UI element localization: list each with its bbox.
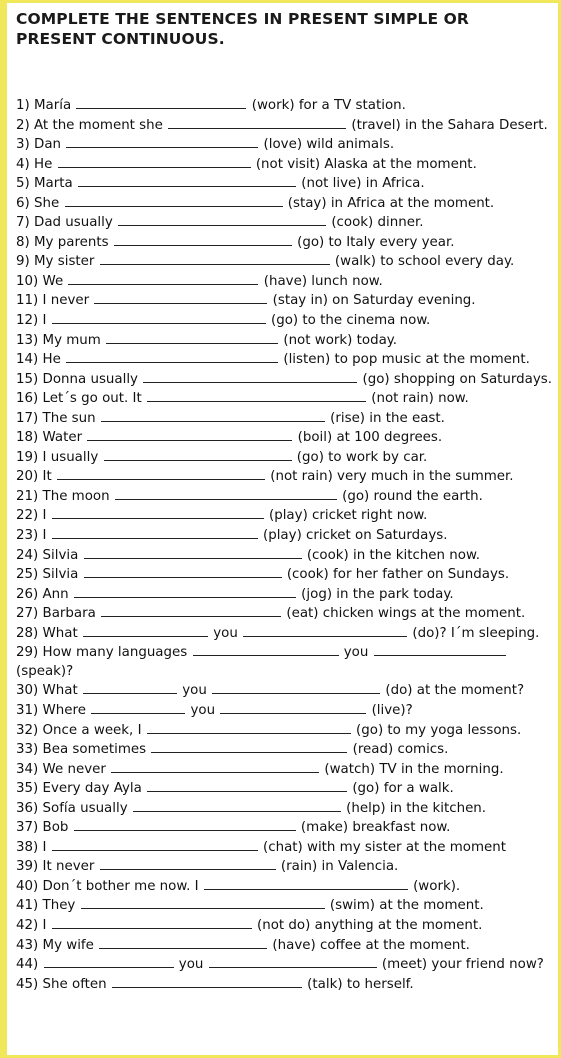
exercise-text: you [186,702,220,718]
answer-blank[interactable] [104,448,292,461]
exercise-number: 44) [16,957,39,973]
verb-hint: (work). [408,878,461,894]
verb-hint: (stay in) on Saturday evening. [268,293,476,309]
exercise-prompt: Where [38,702,91,718]
answer-blank[interactable] [147,389,366,402]
answer-blank[interactable] [52,838,258,851]
answer-blank[interactable] [68,272,258,285]
exercise-item [16,389,561,409]
exercise-prompt: I usually [38,449,103,465]
exercise-number: 17) [16,410,39,426]
exercise-item [16,428,561,448]
exercise-prompt: We [38,273,68,289]
exercise-prompt: It [38,469,56,485]
answer-blank[interactable] [168,116,346,129]
exercise-item [16,233,561,253]
exercise-prompt: What [38,625,82,641]
exercise-number: 29) [16,645,39,661]
exercise-item [16,174,561,194]
worksheet-title [16,9,556,49]
verb-hint: (read) comics. [348,742,449,758]
exercise-number: 1) [16,98,30,113]
exercise-number: 43) [16,937,39,953]
exercise-item [16,467,561,487]
exercise-item [16,194,561,214]
exercise-prompt: My wife [38,937,99,953]
exercise-number: 13) [16,332,39,348]
answer-blank[interactable] [81,896,325,909]
exercise-number: 22) [16,508,39,524]
exercise-item [16,155,561,175]
exercise-number: 8) [16,234,30,250]
verb-hint: (stay) in Africa at the moment. [283,195,495,211]
exercise-prompt: Bob [38,820,73,836]
exercise-number: 45) [16,976,39,992]
answer-blank[interactable] [193,643,339,656]
answer-blank[interactable] [209,955,377,968]
exercise-prompt: Dad usually [29,215,118,231]
exercise-number: 32) [16,722,39,738]
exercise-item [16,272,561,292]
exercise-prompt: It never [38,859,99,875]
exercise-number: 21) [16,488,39,504]
exercise-item [16,506,561,526]
exercise-number: 37) [16,820,39,836]
exercise-number: 6) [16,195,30,211]
exercise-item [16,546,561,566]
exercise-prompt [38,957,42,972]
verb-hint: (do)? I´m sleeping. [408,625,540,641]
exercise-prompt: I [38,917,51,933]
exercise-number: 31) [16,702,39,718]
exercise-number: 19) [16,449,39,465]
exercise-prompt: María [29,98,76,113]
exercise-number: 16) [16,391,39,407]
exercise-prompt: Ann [38,586,73,602]
exercise-number: 10) [16,273,39,289]
exercise-number: 24) [16,547,39,563]
exercise-prompt: Silvia [38,547,83,563]
exercise-prompt: Marta [29,176,77,192]
answer-blank[interactable] [100,857,276,870]
exercise-prompt: Don´t bother me now. I [38,878,203,894]
exercise-item [16,116,561,136]
exercise-number: 35) [16,781,39,797]
answer-blank[interactable] [91,701,185,714]
exercise-number: 15) [16,371,39,387]
exercise-prompt: How many languages [38,645,192,661]
exercise-item [16,526,561,546]
exercise-number: 25) [16,567,39,583]
verb-hint: (eat) chicken wings at the moment. [282,606,526,622]
answer-blank[interactable] [101,604,281,617]
exercise-prompt: Dan [29,137,66,153]
verb-hint: (not visit) Alaska at the moment. [251,156,477,172]
verb-hint: (go) shopping on Saturdays. [358,371,553,387]
answer-blank[interactable] [100,252,330,265]
exercise-number: 4) [16,156,30,172]
exercise-number: 33) [16,742,39,758]
answer-blank[interactable] [118,213,326,226]
verb-hint: (go) to the cinema now. [266,313,431,329]
exercise-prompt: They [38,898,80,914]
exercise-prompt: He [38,352,66,368]
exercise-item [16,448,561,468]
verb-hint: (meet) your friend now? [377,957,544,973]
exercise-list [16,96,561,994]
verb-hint: (cook) for her father on Sundays. [282,567,510,583]
answer-blank[interactable] [101,409,325,422]
answer-blank[interactable] [106,331,278,344]
exercise-item [16,135,561,155]
answer-blank[interactable] [52,526,258,539]
answer-blank[interactable] [52,311,266,324]
verb-hint: (not work) today. [279,332,398,348]
exercise-prompt: I [38,313,51,329]
exercise-text: you [177,683,212,699]
exercise-prompt: I never [38,293,94,309]
answer-blank[interactable] [133,799,341,812]
exercise-item [16,643,561,681]
exercise-item [16,877,561,897]
exercise-number: 34) [16,761,39,777]
exercise-text: you [208,625,243,641]
answer-blank[interactable] [143,370,357,383]
verb-hint: (not live) in Africa. [296,176,425,192]
answer-blank[interactable] [78,174,296,187]
answer-blank[interactable] [204,877,408,890]
verb-hint: (play) cricket on Saturdays. [258,528,448,544]
verb-hint: (work) for a TV station. [247,98,406,113]
exercise-prompt: I [38,528,51,544]
exercise-item [16,799,561,819]
answer-blank[interactable] [115,487,337,500]
verb-hint: (go) round the earth. [337,488,483,504]
exercise-number: 20) [16,469,39,485]
exercise-number: 2) [16,117,30,133]
exercise-number: 11) [16,293,39,309]
exercise-item [16,409,561,429]
exercise-item [16,370,561,390]
exercise-item [16,896,561,916]
exercise-item [16,565,561,585]
answer-blank[interactable] [94,291,267,304]
exercise-prompt: I [38,839,51,855]
verb-hint: (rise) in the east. [325,410,445,426]
verb-hint: (go) to Italy every year. [292,234,455,250]
exercise-number: 40) [16,878,39,894]
exercise-number: 26) [16,586,39,602]
exercise-prompt: Let´s go out. It [38,391,147,407]
verb-hint: (make) breakfast now. [296,820,451,836]
exercise-prompt: He [29,156,57,172]
exercise-item [16,701,561,721]
verb-hint: (listen) to pop music at the moment. [279,352,530,368]
answer-blank[interactable] [243,624,407,637]
exercise-prompt: Donna usually [38,371,143,387]
answer-blank[interactable] [66,135,258,148]
exercise-item [16,311,561,331]
exercise-prompt: At the moment she [29,117,168,133]
exercise-item [16,213,561,233]
exercise-item [16,96,561,116]
exercise-prompt: My sister [29,254,99,270]
answer-blank[interactable] [147,721,351,734]
exercise-item [16,604,561,624]
answer-blank[interactable] [65,194,283,207]
verb-hint: (travel) in the Sahara Desert. [347,117,548,133]
exercise-item [16,585,561,605]
verb-hint: (talk) to herself. [302,976,414,992]
exercise-prompt: Water [38,430,87,446]
exercise-prompt: She [29,195,64,211]
exercise-item [16,838,561,858]
exercise-prompt: I [38,508,51,524]
answer-blank[interactable] [44,955,174,968]
exercise-prompt: Silvia [38,567,83,583]
exercise-number: 9) [16,254,30,270]
exercise-item [16,681,561,701]
verb-hint: (not do) anything at the moment. [252,917,483,933]
verb-hint: (love) wild animals. [259,137,395,153]
exercise-item [16,721,561,741]
exercise-item [16,818,561,838]
exercise-prompt: Barbara [38,606,101,622]
exercise-item [16,487,561,507]
answer-blank[interactable] [52,916,252,929]
verb-hint: (have) lunch now. [259,273,383,289]
exercise-item [16,916,561,936]
verb-hint: (chat) with my sister at the moment [258,839,507,855]
exercise-number: 36) [16,800,39,816]
exercise-prompt: My parents [29,234,113,250]
exercise-number: 14) [16,352,39,368]
exercise-prompt: The sun [38,410,100,426]
answer-blank[interactable] [147,779,347,792]
exercise-text: you [339,645,373,661]
exercise-text: you [174,957,208,973]
exercise-number: 28) [16,625,39,641]
exercise-item [16,740,561,760]
verb-hint: (go) to my yoga lessons. [351,722,522,738]
verb-hint: (not rain) very much in the summer. [265,469,514,485]
exercise-item [16,975,561,995]
answer-blank[interactable] [58,155,251,168]
answer-blank[interactable] [83,624,208,637]
answer-blank[interactable] [212,681,380,694]
exercise-number: 18) [16,430,39,446]
exercise-item [16,955,561,975]
verb-hint: (watch) TV in the morning. [320,761,504,777]
exercise-number: 7) [16,215,30,231]
answer-blank[interactable] [220,701,366,714]
exercise-prompt: The moon [38,488,114,504]
exercise-number: 27) [16,606,39,622]
exercise-item [16,331,561,351]
exercise-item [16,760,561,780]
exercise-item [16,350,561,370]
answer-blank[interactable] [112,975,302,988]
answer-blank[interactable] [76,96,246,109]
exercise-number: 30) [16,683,39,699]
answer-blank[interactable] [52,506,264,519]
exercise-item [16,624,561,644]
answer-blank[interactable] [84,546,302,559]
exercise-prompt: Once a week, I [38,722,146,738]
answer-blank[interactable] [57,467,265,480]
answer-blank[interactable] [84,565,282,578]
exercise-prompt: We never [38,761,111,777]
title-line-1: COMPLETE THE SENTENCES IN PRESENT SIMPLE OR [16,10,469,28]
exercise-prompt: Sofía usually [38,800,132,816]
verb-hint: (cook) dinner. [327,215,424,231]
exercise-number: 12) [16,313,39,329]
answer-blank[interactable] [151,740,347,753]
verb-hint: (speak)? [16,663,74,679]
verb-hint: (help) in the kitchen. [341,800,487,816]
exercise-prompt: My mum [38,332,106,348]
exercise-item [16,291,561,311]
answer-blank[interactable] [374,643,506,656]
answer-blank[interactable] [114,233,292,246]
exercise-prompt: What [38,683,82,699]
answer-blank[interactable] [66,350,278,363]
exercise-number: 38) [16,839,39,855]
exercise-number: 41) [16,898,39,914]
verb-hint: (jog) in the park today. [296,586,454,602]
exercise-item [16,779,561,799]
verb-hint: (cook) in the kitchen now. [302,547,480,563]
verb-hint: (rain) in Valencia. [276,859,399,875]
verb-hint: (swim) at the moment. [325,898,484,914]
exercise-number: 5) [16,176,30,192]
verb-hint: (play) cricket right now. [264,508,428,524]
verb-hint: (do) at the moment? [381,683,525,699]
verb-hint: (have) coffee at the moment. [268,937,470,953]
exercise-number: 3) [16,137,30,153]
answer-blank[interactable] [111,760,319,773]
answer-blank[interactable] [87,428,292,441]
exercise-number: 23) [16,528,39,544]
verb-hint: (live)? [367,702,413,718]
exercise-prompt: She often [38,976,111,992]
exercise-number: 39) [16,859,39,875]
verb-hint: (go) for a walk. [348,781,454,797]
exercise-prompt: Every day Ayla [38,781,147,797]
verb-hint: (not rain) now. [367,391,469,407]
exercise-item [16,936,561,956]
answer-blank[interactable] [83,681,177,694]
verb-hint: (walk) to school every day. [330,254,515,270]
exercise-item [16,857,561,877]
verb-hint: (boil) at 100 degrees. [293,430,443,446]
answer-blank[interactable] [74,818,296,831]
answer-blank[interactable] [99,936,267,949]
verb-hint: (go) to work by car. [292,449,428,465]
exercise-item [16,252,561,272]
exercise-number: 42) [16,917,39,933]
title-line-2: PRESENT CONTINUOUS. [16,30,225,48]
exercise-prompt: Bea sometimes [38,742,151,758]
answer-blank[interactable] [74,585,296,598]
